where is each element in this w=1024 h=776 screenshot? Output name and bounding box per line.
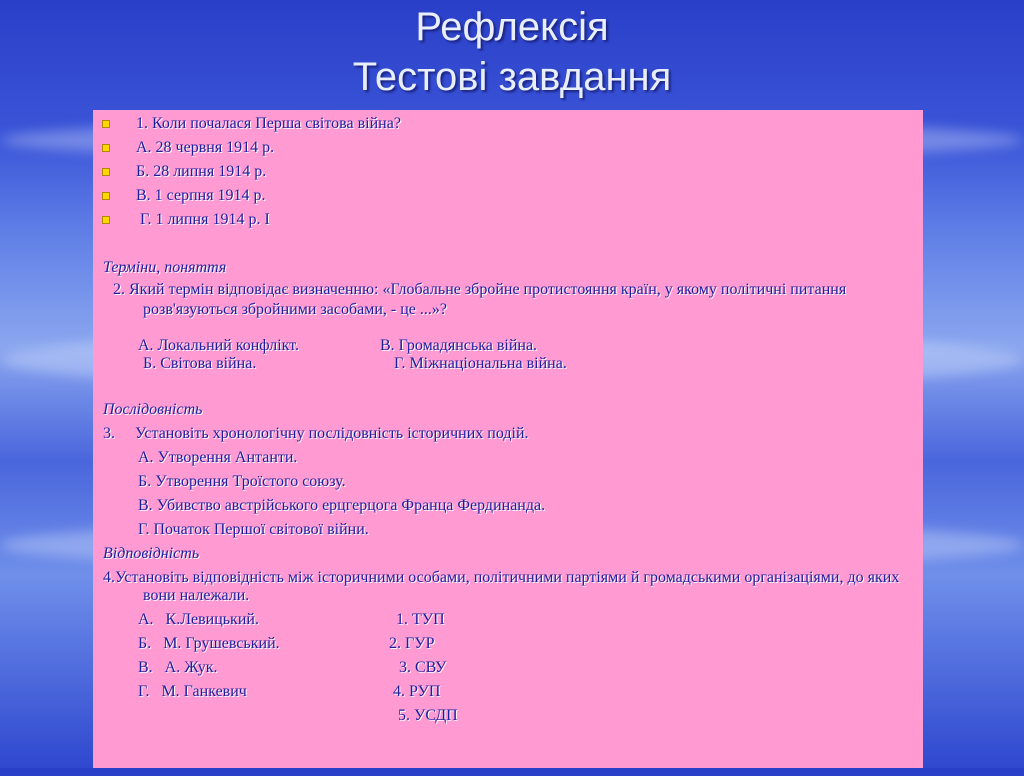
section-matching: Відповідність xyxy=(103,545,200,562)
q3-item-c: В. Убивство австрійського ерцгерцога Франца Фердинанда. xyxy=(138,497,546,514)
slide-title xyxy=(0,2,1024,102)
q1-option-b: Б. 28 липня 1914 р. xyxy=(103,160,913,184)
title-line-2: Тестові завдання xyxy=(352,55,672,99)
bullet-square-icon xyxy=(103,193,109,199)
q4-party-2: 2. ГУР xyxy=(389,635,435,652)
q4-row-5 xyxy=(103,704,913,728)
q4-party-5: 5. УСДП xyxy=(398,707,458,724)
bullet-square-icon xyxy=(103,217,109,223)
q2-option-a: А. Локальний конфлікт. xyxy=(138,337,300,354)
question-1-text: 1. Коли почалася Перша світова війна? xyxy=(136,115,401,132)
q3-item-d: Г. Початок Першої світової війни. xyxy=(138,521,369,538)
section-terms: Терміни, поняття xyxy=(103,259,227,276)
question-3-text: 3. Установіть хронологічну послідовність історичних подій. xyxy=(103,425,529,442)
content-panel xyxy=(93,110,923,768)
q2-options-row-2 xyxy=(103,352,913,374)
question-2-text: 2. Який термін відповідає визначенню: «Глобальне збройне протистояння країн, у якому політичні питання розв'язуються збройними засобами, - це ...»? xyxy=(113,281,847,318)
bullet-square-icon xyxy=(103,121,109,127)
q2-option-d: Г. Міжнаціональна війна. xyxy=(394,355,567,372)
bullet-square-icon xyxy=(103,169,109,175)
q4-party-1: 1. ТУП xyxy=(396,611,445,628)
q4-party-3: 3. СВУ xyxy=(399,659,447,676)
q4-row-1 xyxy=(103,608,913,632)
bullet-square-icon xyxy=(103,145,109,151)
question-4-text: 4.Установіть відповідність між історичними особами, політичними партіями й громадськими організаціями, до яких вони належали. xyxy=(103,569,900,604)
q4-person-b: Б. М. Грушевський. xyxy=(138,635,280,652)
q4-person-a: А. К.Левицький. xyxy=(138,611,259,628)
q1-option-c: В. 1 серпня 1914 р. xyxy=(103,184,913,208)
q4-party-4: 4. РУП xyxy=(393,683,441,700)
q4-person-c: В. А. Жук. xyxy=(138,659,218,676)
q4-row-4 xyxy=(103,680,913,704)
q4-person-d: Г. М. Ганкевич xyxy=(138,683,247,700)
q1-option-d: Г. 1 липня 1914 р. І xyxy=(103,208,913,232)
q2-option-b: В. Громадянська війна. xyxy=(380,337,538,354)
title-line-1: Рефлексія xyxy=(415,5,609,49)
q3-item-b: Б. Утворення Троїстого союзу. xyxy=(138,473,346,490)
q4-row-2 xyxy=(103,632,913,656)
q2-option-c: Б. Світова війна. xyxy=(143,355,257,372)
q1-option-a: А. 28 червня 1914 р. xyxy=(103,136,913,160)
section-sequence: Послідовність xyxy=(103,401,203,418)
q4-row-3 xyxy=(103,656,913,680)
question-1-item xyxy=(103,112,913,136)
q3-item-a: А. Утворення Антанти. xyxy=(138,449,298,466)
